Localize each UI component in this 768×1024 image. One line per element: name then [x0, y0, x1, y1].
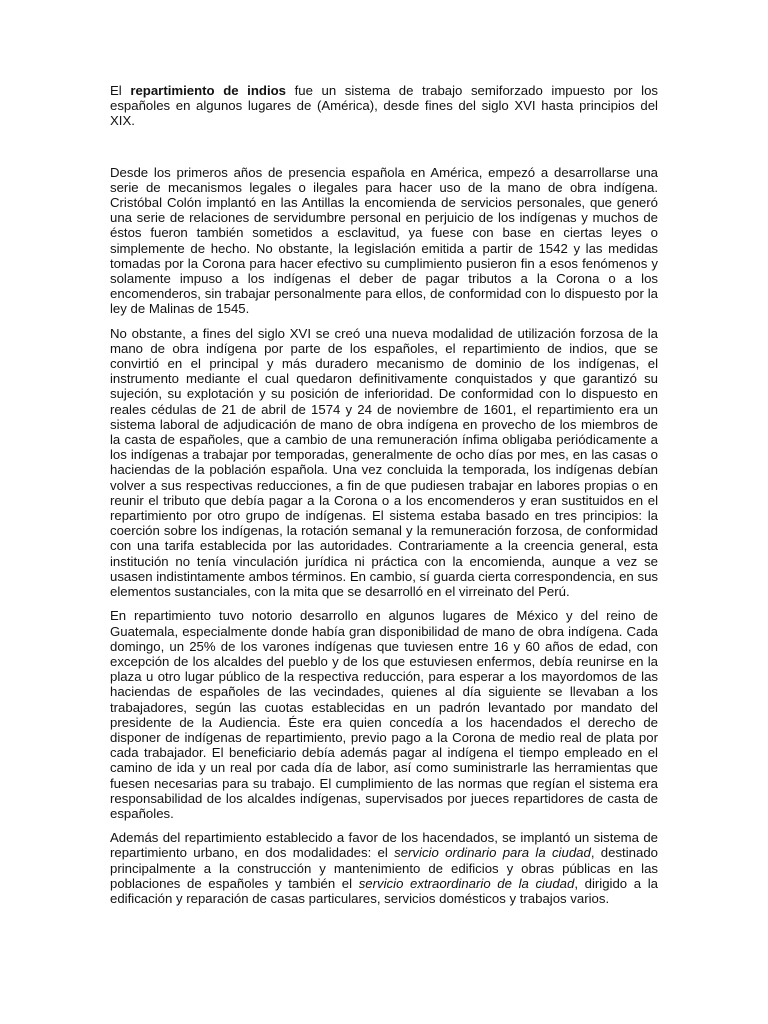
paragraph-4-part1: Además del repartimiento establecido a favor de los hacendados, se implantó un sistema de repartimiento urbano, en dos modalidades: el: [110, 830, 658, 861]
paragraph-4-part2: , destinado principalmente a la construcción y mantenimiento de edificios y obras públicas en las poblaciones de españoles y también el: [110, 845, 658, 891]
paragraph-4: [110, 830, 658, 906]
paragraph-4-italic1: servicio ordinario para la ciudad: [394, 845, 591, 861]
intro-paragraph: [110, 83, 658, 129]
document-page: [110, 83, 658, 906]
paragraph-2: No obstante, a fines del siglo XVI se creó una nueva modalidad de utilización forzosa de la mano de obra indígena por parte de los españoles, el repartimiento de indios, que se convirtió en el principal y más duradero mecanismo de dominio de los indígenas, el instrumento mediante el cual quedaron definitivamente conquistados y que garantizó su sujeción, su explotación y su posición de inferioridad. De conformidad con lo dispuesto en reales cédulas de 21 de abril de 1574 y 24 de noviembre de 1601, el repartimiento era un sistema laboral de adjudicación de mano de obra indígena en provecho de los miembros de la casta de españoles, que a cambio de una remuneración ínfima obligaba periódicamente a los indígenas a trabajar por temporadas, generalmente de ocho días por mes, en las casas o haciendas de la población española. Una vez concluida la temporada, los indígenas debían volver a sus respectivas reducciones, a fin de que pudiesen trabajar en labores propias o en reunir el tributo que debía pagar a la Corona o a los encomenderos y eran sustituidos en el repartimiento por otro grupo de indígenas. El sistema estaba basado en tres principios: la coerción sobre los indígenas, la rotación semanal y la remuneración forzosa, de conformidad con una tarifa establecida por las autoridades. Contrariamente a la creencia general, esta institución no tenía vinculación jurídica ni práctica con la encomienda, aunque a vez se usasen indistintamente ambos términos. En cambio, sí guarda cierta correspondencia, en sus elementos sustanciales, con la mita que se desarrolló en el virreinato del Perú.: [110, 325, 658, 600]
paragraph-1: Desde los primeros años de presencia española en América, empezó a desarrollarse una serie de mecanismos legales o ilegales para hacer uso de la mano de obra indígena. Cristóbal Colón implantó en las Antillas la encomienda de servicios personales, que generó una serie de relaciones de servidumbre personal en perjuicio de los indígenas y muchos de éstos fueron también sometidos a esclavitud, ya fuese con base en ciertas leyes o simplemente de hecho. No obstante, la legislación emitida a partir de 1542 y las medidas tomadas por la Corona para hacer efectivo su cumplimiento pusieron fin a esos fenómenos y solamente impuso a los indígenas el deber de pagar tributos a la Corona o a los encomenderos, sin trabajar personalmente para ellos, de conformidad con lo dispuesto por la ley de Malinas de 1545.: [110, 164, 658, 317]
intro-rest: fue un sistema de trabajo semiforzado impuesto por los españoles en algunos lugares de (América), desde fines del siglo XVI hasta principios del XIX.: [110, 83, 658, 129]
intro-term: repartimiento de indios: [130, 83, 286, 98]
paragraph-3: En repartimiento tuvo notorio desarrollo en algunos lugares de México y del reino de Guatemala, especialmente donde había gran disponibilidad de mano de obra indígena. Cada domingo, un 25% de los varones indígenas que tuviesen entre 16 y 60 años de edad, con excepción de los alcaldes del pueblo y de los que estuviesen enfermos, debía reunirse en la plaza u otro lugar público de la respectiva reducción, para esperar a los mayordomos de las haciendas de españoles de las vecindades, quienes al día siguiente se llevaban a los trabajadores, según las cuotas establecidas en un padrón levantado por mandato del presidente de la Audiencia. Éste era quien concedía a los hacendados el derecho de disponer de indígenas de repartimiento, previo pago a la Corona de medio real de plata por cada trabajador. El beneficiario debía además pagar al indígena el tiempo empleado en el camino de ida y un real por cada día de labor, así como suministrarle las herramientas que fuesen necesarias para su trabajo. El cumplimiento de las normas que regían el sistema era responsabilidad de los alcaldes indígenas, supervisados por jueces repartidores de casta de españoles.: [110, 608, 658, 821]
paragraph-4-part3: , dirigido a la edificación y reparación de casas particulares, servicios domésticos y trabajos varios.: [110, 875, 658, 906]
intro-prefix: El: [110, 83, 131, 98]
paragraph-4-italic2: servicio extraordinario de la ciudad: [358, 875, 575, 891]
